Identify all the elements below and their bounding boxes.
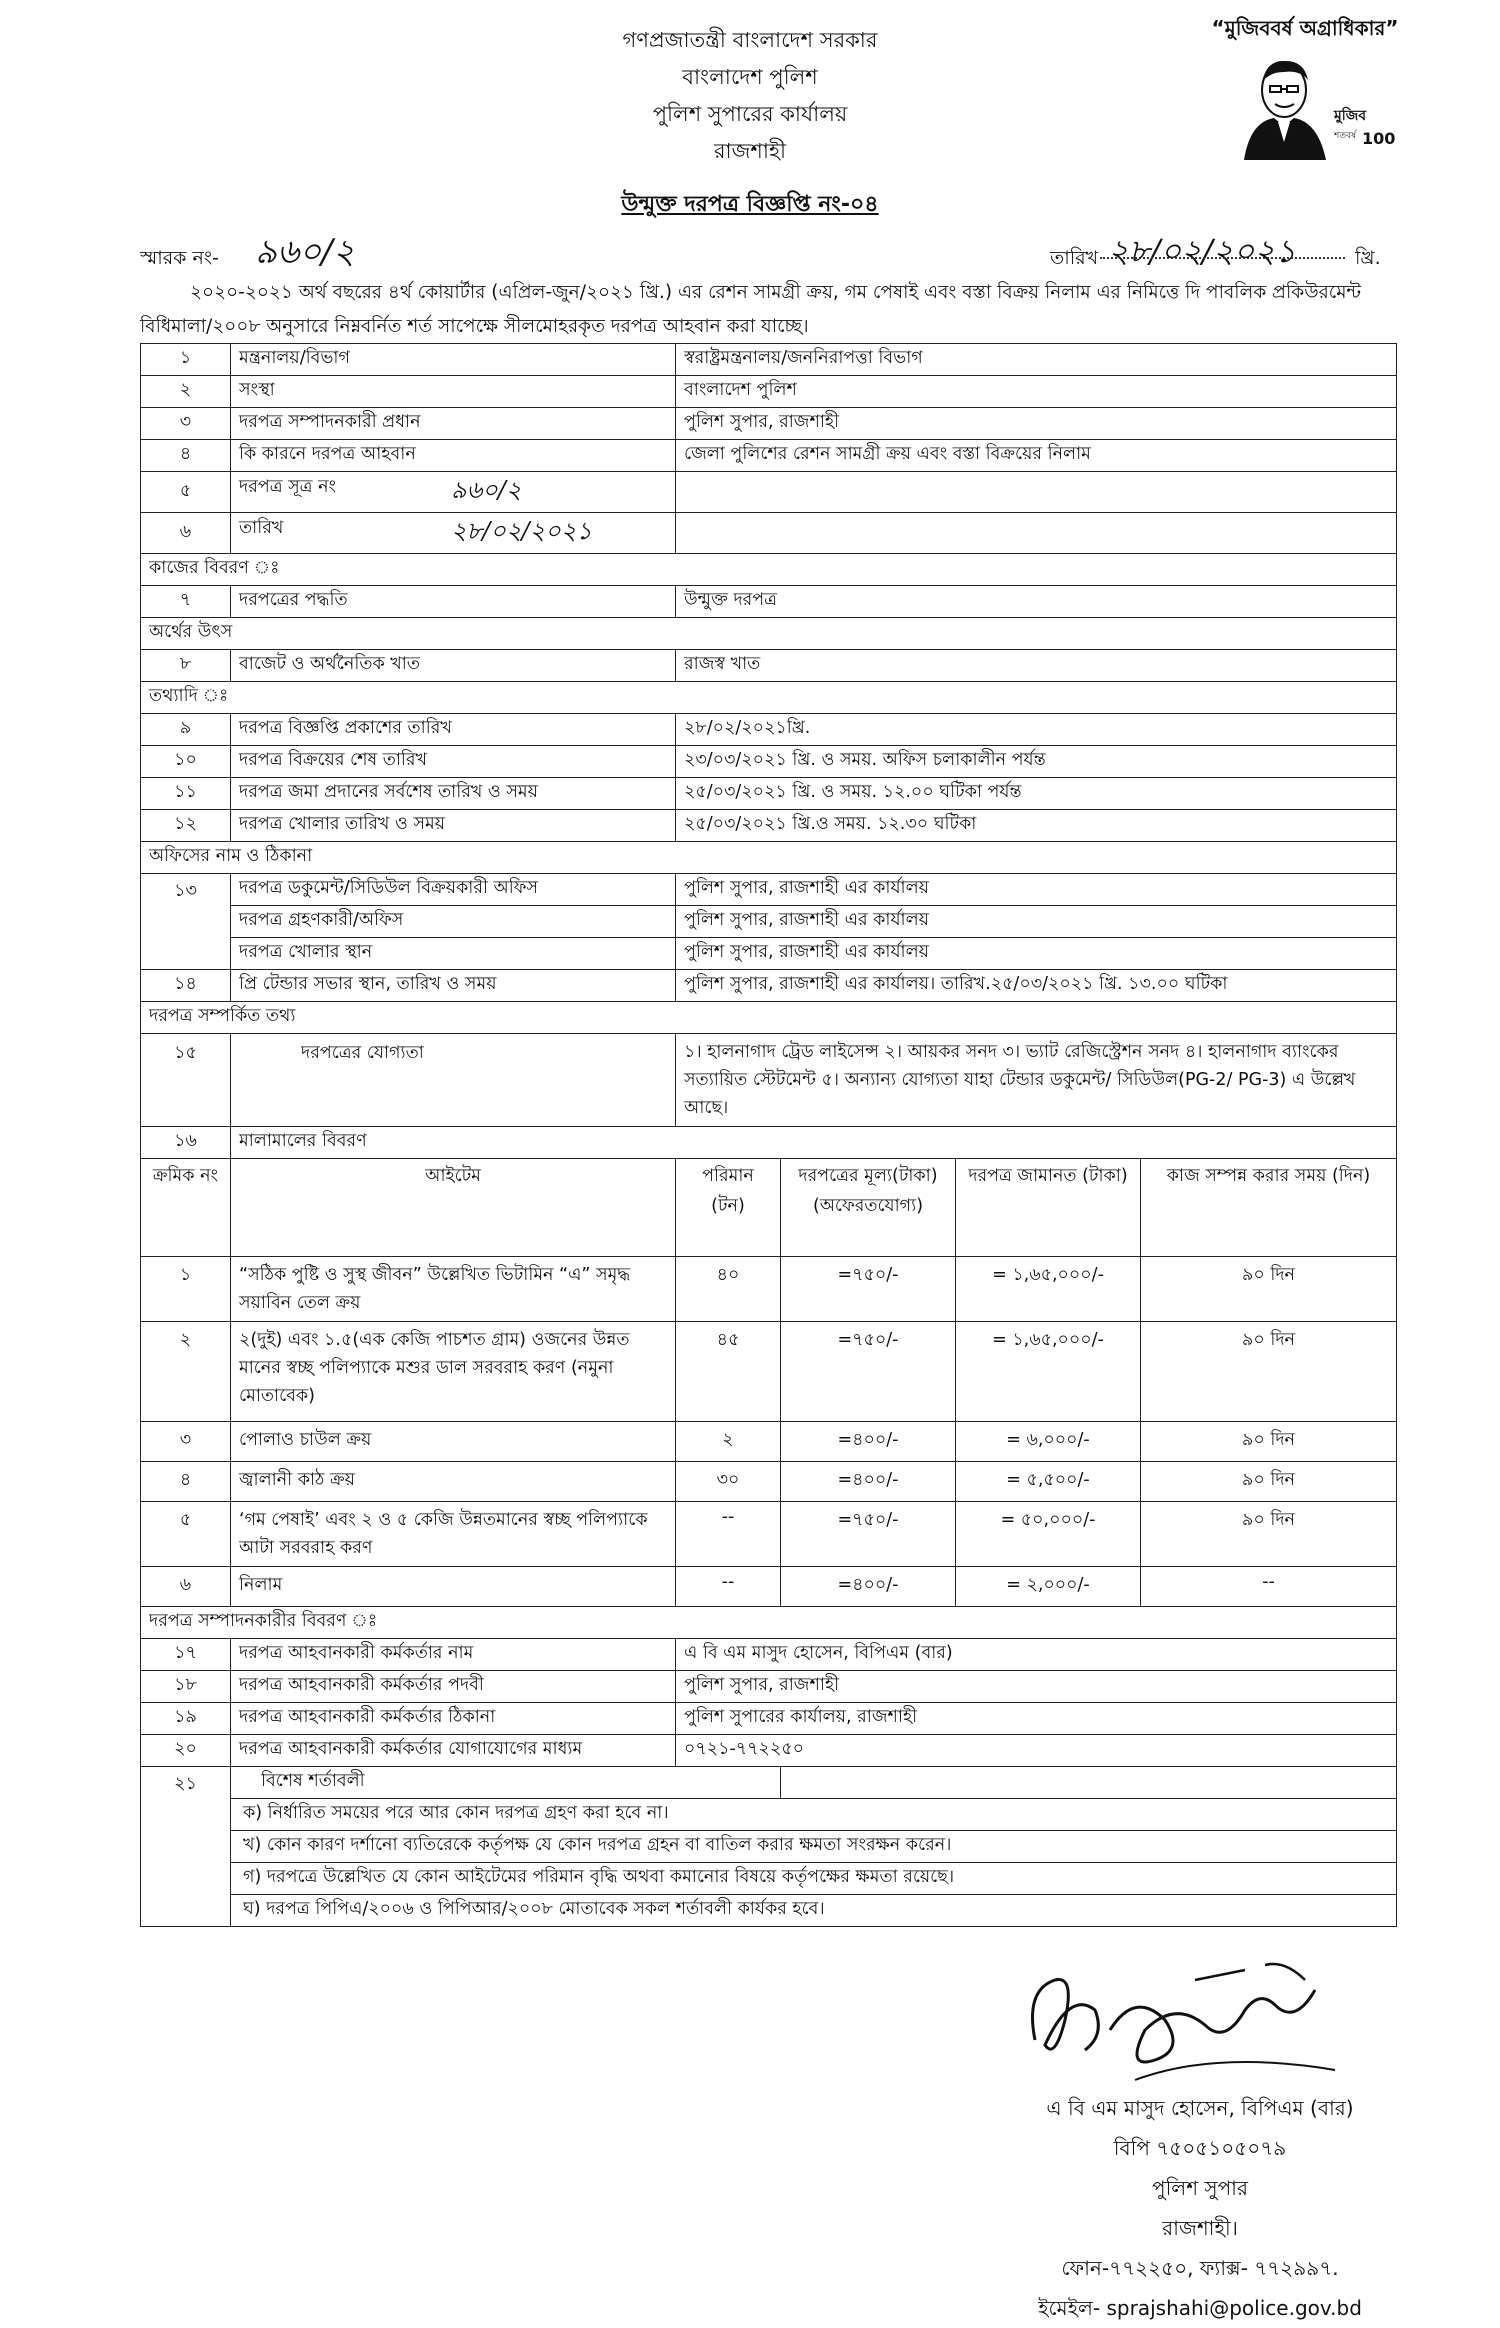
- table-row: [141, 1767, 1397, 1799]
- row-value-empty: [676, 472, 1397, 513]
- serial-number: ১৪: [141, 970, 231, 1002]
- handwritten-date: ২৮/০২/২০২১: [451, 517, 592, 545]
- section-heading-office: অফিসের নাম ও ঠিকানা: [141, 842, 1397, 874]
- row-label: দরপত্র খোলার স্থান: [231, 938, 676, 970]
- col-header-qty: পরিমান (টন): [676, 1159, 781, 1257]
- serial-number: ৯: [141, 714, 231, 746]
- serial-number: ১: [141, 344, 231, 376]
- row-value: পুলিশ সুপার, রাজশাহী এর কার্যালয়: [676, 938, 1397, 970]
- row-label: দরপত্র আহবানকারী কর্মকর্তার পদবী: [231, 1671, 676, 1703]
- row-value: পুলিশ সুপার, রাজশাহী এর কার্যালয়: [676, 874, 1397, 906]
- goods-price: =৭৫০/-: [781, 1502, 956, 1567]
- row-value: ২৩/০৩/২০২১ খ্রি. ও সময়. অফিস চলাকালীন পর্যন্ত: [676, 746, 1397, 778]
- section-row: [141, 1002, 1397, 1034]
- section-heading-officer: দরপত্র সম্পাদনকারীর বিবরণ ঃ: [141, 1607, 1397, 1639]
- serial-number: ১৮: [141, 1671, 231, 1703]
- goods-security: = ৫,৫০০/-: [956, 1462, 1141, 1502]
- goods-row: [141, 1502, 1397, 1567]
- row-value: এ বি এম মাসুদ হোসেন, বিপিএম (বার): [676, 1639, 1397, 1671]
- goods-item: “সঠিক পুষ্টি ও সুস্থ জীবন” উল্লেখিত ভিটামিন “এ” সমৃদ্ধ সয়াবিন তেল ক্রয়: [231, 1257, 676, 1322]
- table-row: [141, 938, 1397, 970]
- serial-number: ১৯: [141, 1703, 231, 1735]
- goods-price: =৪০০/-: [781, 1567, 956, 1607]
- row-label: কি কারনে দরপত্র আহবান: [231, 440, 676, 472]
- goods-serial: ৬: [141, 1567, 231, 1607]
- row-label: দরপত্র বিজ্ঞপ্তি প্রকাশের তারিখ: [231, 714, 676, 746]
- goods-time: ৯০ দিন: [1141, 1322, 1397, 1422]
- row-value: বাংলাদেশ পুলিশ: [676, 376, 1397, 408]
- serial-number: ৭: [141, 586, 231, 618]
- col-header-serial: ক্রমিক নং: [141, 1159, 231, 1257]
- goods-time: --: [1141, 1567, 1397, 1607]
- table-row: [141, 650, 1397, 682]
- goods-item: পোলাও চাউল ক্রয়: [231, 1422, 676, 1462]
- goods-time: ৯০ দিন: [1141, 1257, 1397, 1322]
- signatory-phone: ফোন-৭৭২২৫০, ফ্যাক্স- ৭৭২৯৯৭.: [1061, 2256, 1339, 2280]
- goods-security: = ২,০০০/-: [956, 1567, 1141, 1607]
- table-row: [141, 1671, 1397, 1703]
- table-row: [141, 906, 1397, 938]
- goods-serial: ৫: [141, 1502, 231, 1567]
- goods-serial: ২: [141, 1322, 231, 1422]
- section-row: [141, 618, 1397, 650]
- special-condition: খ) কোন কারণ দর্শানো ব্যতিরেকে কর্তৃপক্ষ যে কোন দরপত্র গ্রহন বা বাতিল করার ক্ষমতা সংরক্ষন করেন।: [231, 1831, 1397, 1863]
- row-value: স্বরাষ্ট্রমন্ত্রনালয়/জননিরাপত্তা বিভাগ: [676, 344, 1397, 376]
- serial-number: ৪: [141, 440, 231, 472]
- serial-number: ১০: [141, 746, 231, 778]
- row-label: দরপত্র গ্রহণকারী/অফিস: [231, 906, 676, 938]
- special-condition: গ) দরপত্রে উল্লেখিত যে কোন আইটেমের পরিমান বৃদ্ধি অথবা কমানোর বিষয়ে কর্তৃপক্ষের ক্ষমতা রয়েছে।: [231, 1863, 1397, 1895]
- goods-price: =৪০০/-: [781, 1422, 956, 1462]
- serial-number: ৮: [141, 650, 231, 682]
- handwritten-ref-number: ৯৬০/২: [451, 476, 522, 504]
- serial-number: ১৫: [141, 1034, 231, 1127]
- serial-number: ৬: [141, 513, 231, 554]
- table-row: [141, 344, 1397, 376]
- header-line-city: রাজশাহী: [714, 139, 786, 163]
- date-label: তারিখ: [1050, 247, 1099, 269]
- section-heading-tender: দরপত্র সম্পর্কিত তথ্য: [141, 1002, 1397, 1034]
- memo-number-handwritten: ৯৬০/২: [255, 232, 355, 272]
- row-value: পুলিশ সুপার, রাজশাহী এর কার্যালয়। তারিখ.২৫/০৩/২০২১ খ্রি. ১৩.০০ ঘটিকা: [676, 970, 1397, 1002]
- row-label: দরপত্র আহবানকারী কর্মকর্তার নাম: [231, 1639, 676, 1671]
- tender-table: [140, 343, 1397, 1927]
- table-row: [141, 472, 1397, 513]
- goods-qty: ৪৫: [676, 1322, 781, 1422]
- signatory-name: এ বি এম মাসুদ হোসেন, বিপিএম (বার): [1046, 2096, 1354, 2120]
- row-label: প্রি টেন্ডার সভার স্থান, তারিখ ও সময়: [231, 970, 676, 1002]
- header-line-police: বাংলাদেশ পুলিশ: [682, 65, 818, 89]
- row-label: দরপত্রের পদ্ধতি: [231, 586, 676, 618]
- row-label: মালামালের বিবরণ: [231, 1127, 1397, 1159]
- goods-item: জ্বালানী কাঠ ক্রয়: [231, 1462, 676, 1502]
- goods-qty: ৩০: [676, 1462, 781, 1502]
- row-value: জেলা পুলিশের রেশন সামগ্রী ক্রয় এবং বস্তা বিক্রয়ের নিলাম: [676, 440, 1397, 472]
- serial-number: ১১: [141, 778, 231, 810]
- date-suffix: খ্রি.: [1355, 247, 1381, 269]
- row-label: দরপত্র বিক্রয়ের শেষ তারিখ: [231, 746, 676, 778]
- goods-price: =৭৫০/-: [781, 1322, 956, 1422]
- date-handwritten: ২৮/০২/২০২১: [1108, 232, 1296, 270]
- table-row: [141, 970, 1397, 1002]
- serial-number: ২০: [141, 1735, 231, 1767]
- eligibility-requirements: ১। হালনাগাদ ট্রেড লাইসেন্স ২। আয়কর সনদ ৩। ভ্যাট রেজিস্ট্রেশন সনদ ৪। হালনাগাদ ব্যাংকের সত্যায়িত স্টেটমেন্ট ৫। অন্যান্য যোগ্যতা যাহা টেন্ডার ডকুমেন্ট/ সিডিউল(PG-2/ PG-3) এ উল্লেখ আছে।: [676, 1034, 1397, 1127]
- goods-time: ৯০ দিন: [1141, 1502, 1397, 1567]
- row-value: উন্মুক্ত দরপত্র: [676, 586, 1397, 618]
- col-header-security: দরপত্র জামানত (টাকা): [956, 1159, 1141, 1257]
- goods-qty: --: [676, 1567, 781, 1607]
- condition-row: [141, 1863, 1397, 1895]
- row-value: পুলিশ সুপার, রাজশাহী এর কার্যালয়: [676, 906, 1397, 938]
- goods-security: = ৫০,০০০/-: [956, 1502, 1141, 1567]
- serial-number: ৫: [141, 472, 231, 513]
- section-heading-work: কাজের বিবরণ ঃ: [141, 554, 1397, 586]
- col-header-time: কাজ সম্পন্ন করার সময় (দিন): [1141, 1159, 1397, 1257]
- serial-number: ২: [141, 376, 231, 408]
- row-label: দরপত্র আহবানকারী কর্মকর্তার ঠিকানা: [231, 1703, 676, 1735]
- row-label-with-handwritten-date: [231, 513, 676, 554]
- row-label: দরপত্র খোলার তারিখ ও সময়: [231, 810, 676, 842]
- goods-security: = ১,৬৫,০০০/-: [956, 1322, 1141, 1422]
- table-row: [141, 778, 1397, 810]
- table-row: [141, 1639, 1397, 1671]
- goods-qty: --: [676, 1502, 781, 1567]
- office-header: [450, 22, 1050, 170]
- col-header-item: আইটেম: [231, 1159, 676, 1257]
- table-row: [141, 810, 1397, 842]
- table-row: [141, 746, 1397, 778]
- table-row: [141, 408, 1397, 440]
- goods-price: =৭৫০/-: [781, 1257, 956, 1322]
- table-row: [141, 376, 1397, 408]
- memo-label: স্মারক নং-: [140, 247, 219, 269]
- condition-row: [141, 1831, 1397, 1863]
- table-row: [141, 586, 1397, 618]
- section-heading-info: তথ্যাদি ঃ: [141, 682, 1397, 714]
- table-row: [141, 1703, 1397, 1735]
- row-value: পুলিশ সুপার, রাজশাহী: [676, 408, 1397, 440]
- table-row: [141, 1735, 1397, 1767]
- row-value: রাজস্ব খাত: [676, 650, 1397, 682]
- serial-number: ১৭: [141, 1639, 231, 1671]
- serial-number: ৩: [141, 408, 231, 440]
- row-label: তারিখ: [239, 518, 284, 538]
- goods-row: [141, 1322, 1397, 1422]
- signatory-designation: পুলিশ সুপার: [1152, 2176, 1248, 2200]
- section-row: [141, 682, 1397, 714]
- goods-security: = ১,৬৫,০০০/-: [956, 1257, 1141, 1322]
- table-row: [141, 874, 1397, 906]
- signatory-bp-number: বিপি ৭৫০৫১০৫০৭৯: [1113, 2136, 1287, 2160]
- mujib-centenary-logo: [1222, 52, 1396, 162]
- signature-scribble: [1015, 1950, 1345, 2100]
- table-row: [141, 714, 1397, 746]
- table-row: [141, 513, 1397, 554]
- row-label: দরপত্রের যোগ্যতা: [231, 1034, 676, 1127]
- date-dotted-line: [1100, 257, 1345, 259]
- goods-price: =৪০০/-: [781, 1462, 956, 1502]
- special-condition: ঘ) দরপত্র পিপিএ/২০০৬ ও পিপিআর/২০০৮ মোতাবেক সকল শর্তাবলী কার্যকর হবে।: [231, 1895, 1397, 1927]
- table-row: [141, 440, 1397, 472]
- intro-paragraph: ২০২০-২০২১ অর্থ বছরের ৪র্থ কোয়ার্টার (এপ্রিল-জুন/২০২১ খ্রি.) এর রেশন সামগ্রী ক্রয়, গম পেষাই এবং বস্তা বিক্রয় নিলাম এর নিমিত্তে দি পাবলিক প্রকিউরমেন্ট বিধিমালা/২০০৮ অনুসারে নিম্নবর্নিত শর্ত সাপেক্ষে সীলমোহরকৃত দরপত্র আহবান করা যাচ্ছে।: [140, 282, 1362, 337]
- table-row: [141, 1127, 1397, 1159]
- goods-row: [141, 1257, 1397, 1322]
- goods-item: ‘গম পেষাই’ এবং ২ ও ৫ কেজি উন্নতমানের স্বচ্ছ পলিপ্যাকে আটা সরবরাহ করণ: [231, 1502, 676, 1567]
- goods-row: [141, 1462, 1397, 1502]
- row-label: দরপত্র আহবানকারী কর্মকর্তার যোগাযোগের মাধ্যম: [231, 1735, 676, 1767]
- row-label: দরপত্র সূত্র নং: [239, 477, 337, 497]
- signatory-email: ইমেইল- sprajshahi@police.gov.bd: [1038, 2296, 1362, 2320]
- goods-serial: ৩: [141, 1422, 231, 1462]
- row-value-empty: [781, 1767, 1397, 1799]
- serial-number: ২১: [141, 1767, 231, 1927]
- serial-number: ১২: [141, 810, 231, 842]
- goods-qty: ২: [676, 1422, 781, 1462]
- row-label: দরপত্র সম্পাদনকারী প্রধান: [231, 408, 676, 440]
- section-row: [141, 554, 1397, 586]
- mujib-year-priority: “মুজিববর্ষ অগ্রাধিকার”: [1211, 16, 1399, 40]
- section-row: [141, 1607, 1397, 1639]
- goods-row: [141, 1567, 1397, 1607]
- goods-serial: ৪: [141, 1462, 231, 1502]
- svg-text:শতবর্ষ: শতবর্ষ: [1334, 131, 1357, 141]
- serial-number: ১৬: [141, 1127, 231, 1159]
- row-label: দরপত্র ডকুমেন্ট/সিডিউল বিক্রয়কারী অফিস: [231, 874, 676, 906]
- condition-row: [141, 1799, 1397, 1831]
- goods-security: = ৬,০০০/-: [956, 1422, 1141, 1462]
- goods-time: ৯০ দিন: [1141, 1422, 1397, 1462]
- goods-time: ৯০ দিন: [1141, 1462, 1397, 1502]
- goods-item: ২(দুই) এবং ১.৫(এক কেজি পাচশত গ্রাম) ওজনের উন্নত মানের স্বচ্ছ পলিপ্যাকে মশুর ডাল সরবরাহ করণ (নমুনা মোতাবেক): [231, 1322, 676, 1422]
- row-label: দরপত্র জমা প্রদানের সর্বশেষ তারিখ ও সময়: [231, 778, 676, 810]
- row-label: মন্ত্রনালয়/বিভাগ: [231, 344, 676, 376]
- section-row: [141, 842, 1397, 874]
- signatory-block: [900, 2088, 1500, 2328]
- goods-qty: ৪০: [676, 1257, 781, 1322]
- row-label: সংস্থা: [231, 376, 676, 408]
- row-value: ২৮/০২/২০২১খ্রি.: [676, 714, 1397, 746]
- notice-title: উন্মুক্ত দরপত্র বিজ্ঞপ্তি নং-০৪: [621, 192, 879, 217]
- row-label: বিশেষ শর্তাবলী: [231, 1767, 781, 1799]
- goods-serial: ১: [141, 1257, 231, 1322]
- col-header-price: দরপত্রের মূল্য(টাকা) (অফেরতযোগ্য): [781, 1159, 956, 1257]
- row-value: পুলিশ সুপারের কার্যালয়, রাজশাহী: [676, 1703, 1397, 1735]
- table-row: [141, 1034, 1397, 1127]
- special-condition: ক) নির্ধারিত সময়ের পরে আর কোন দরপত্র গ্রহণ করা হবে না।: [231, 1799, 1397, 1831]
- condition-row: [141, 1895, 1397, 1927]
- row-value: ০৭২১-৭৭২২৫০: [676, 1735, 1397, 1767]
- row-value: পুলিশ সুপার, রাজশাহী: [676, 1671, 1397, 1703]
- section-heading-fund: অর্থের উৎস: [141, 618, 1397, 650]
- row-value-empty: [676, 513, 1397, 554]
- header-line-office: পুলিশ সুপারের কার্যালয়: [652, 102, 848, 126]
- signatory-location: রাজশাহী।: [1162, 2216, 1238, 2240]
- goods-header-row: [141, 1159, 1397, 1257]
- svg-text:মুজিব: মুজিব: [1334, 108, 1367, 124]
- row-label-with-handwritten-ref: [231, 472, 676, 513]
- serial-number: ১৩: [141, 874, 231, 970]
- row-label: বাজেট ও অর্থনৈতিক খাত: [231, 650, 676, 682]
- row-value: ২৫/০৩/২০২১ খ্রি.ও সময়. ১২.৩০ ঘটিকা: [676, 810, 1397, 842]
- goods-item: নিলাম: [231, 1567, 676, 1607]
- goods-row: [141, 1422, 1397, 1462]
- row-value: ২৫/০৩/২০২১ খ্রি. ও সময়. ১২.০০ ঘটিকা পর্যন্ত: [676, 778, 1397, 810]
- header-line-government: গণপ্রজাতন্ত্রী বাংলাদেশ সরকার: [622, 28, 878, 52]
- svg-text:100: 100: [1362, 129, 1396, 148]
